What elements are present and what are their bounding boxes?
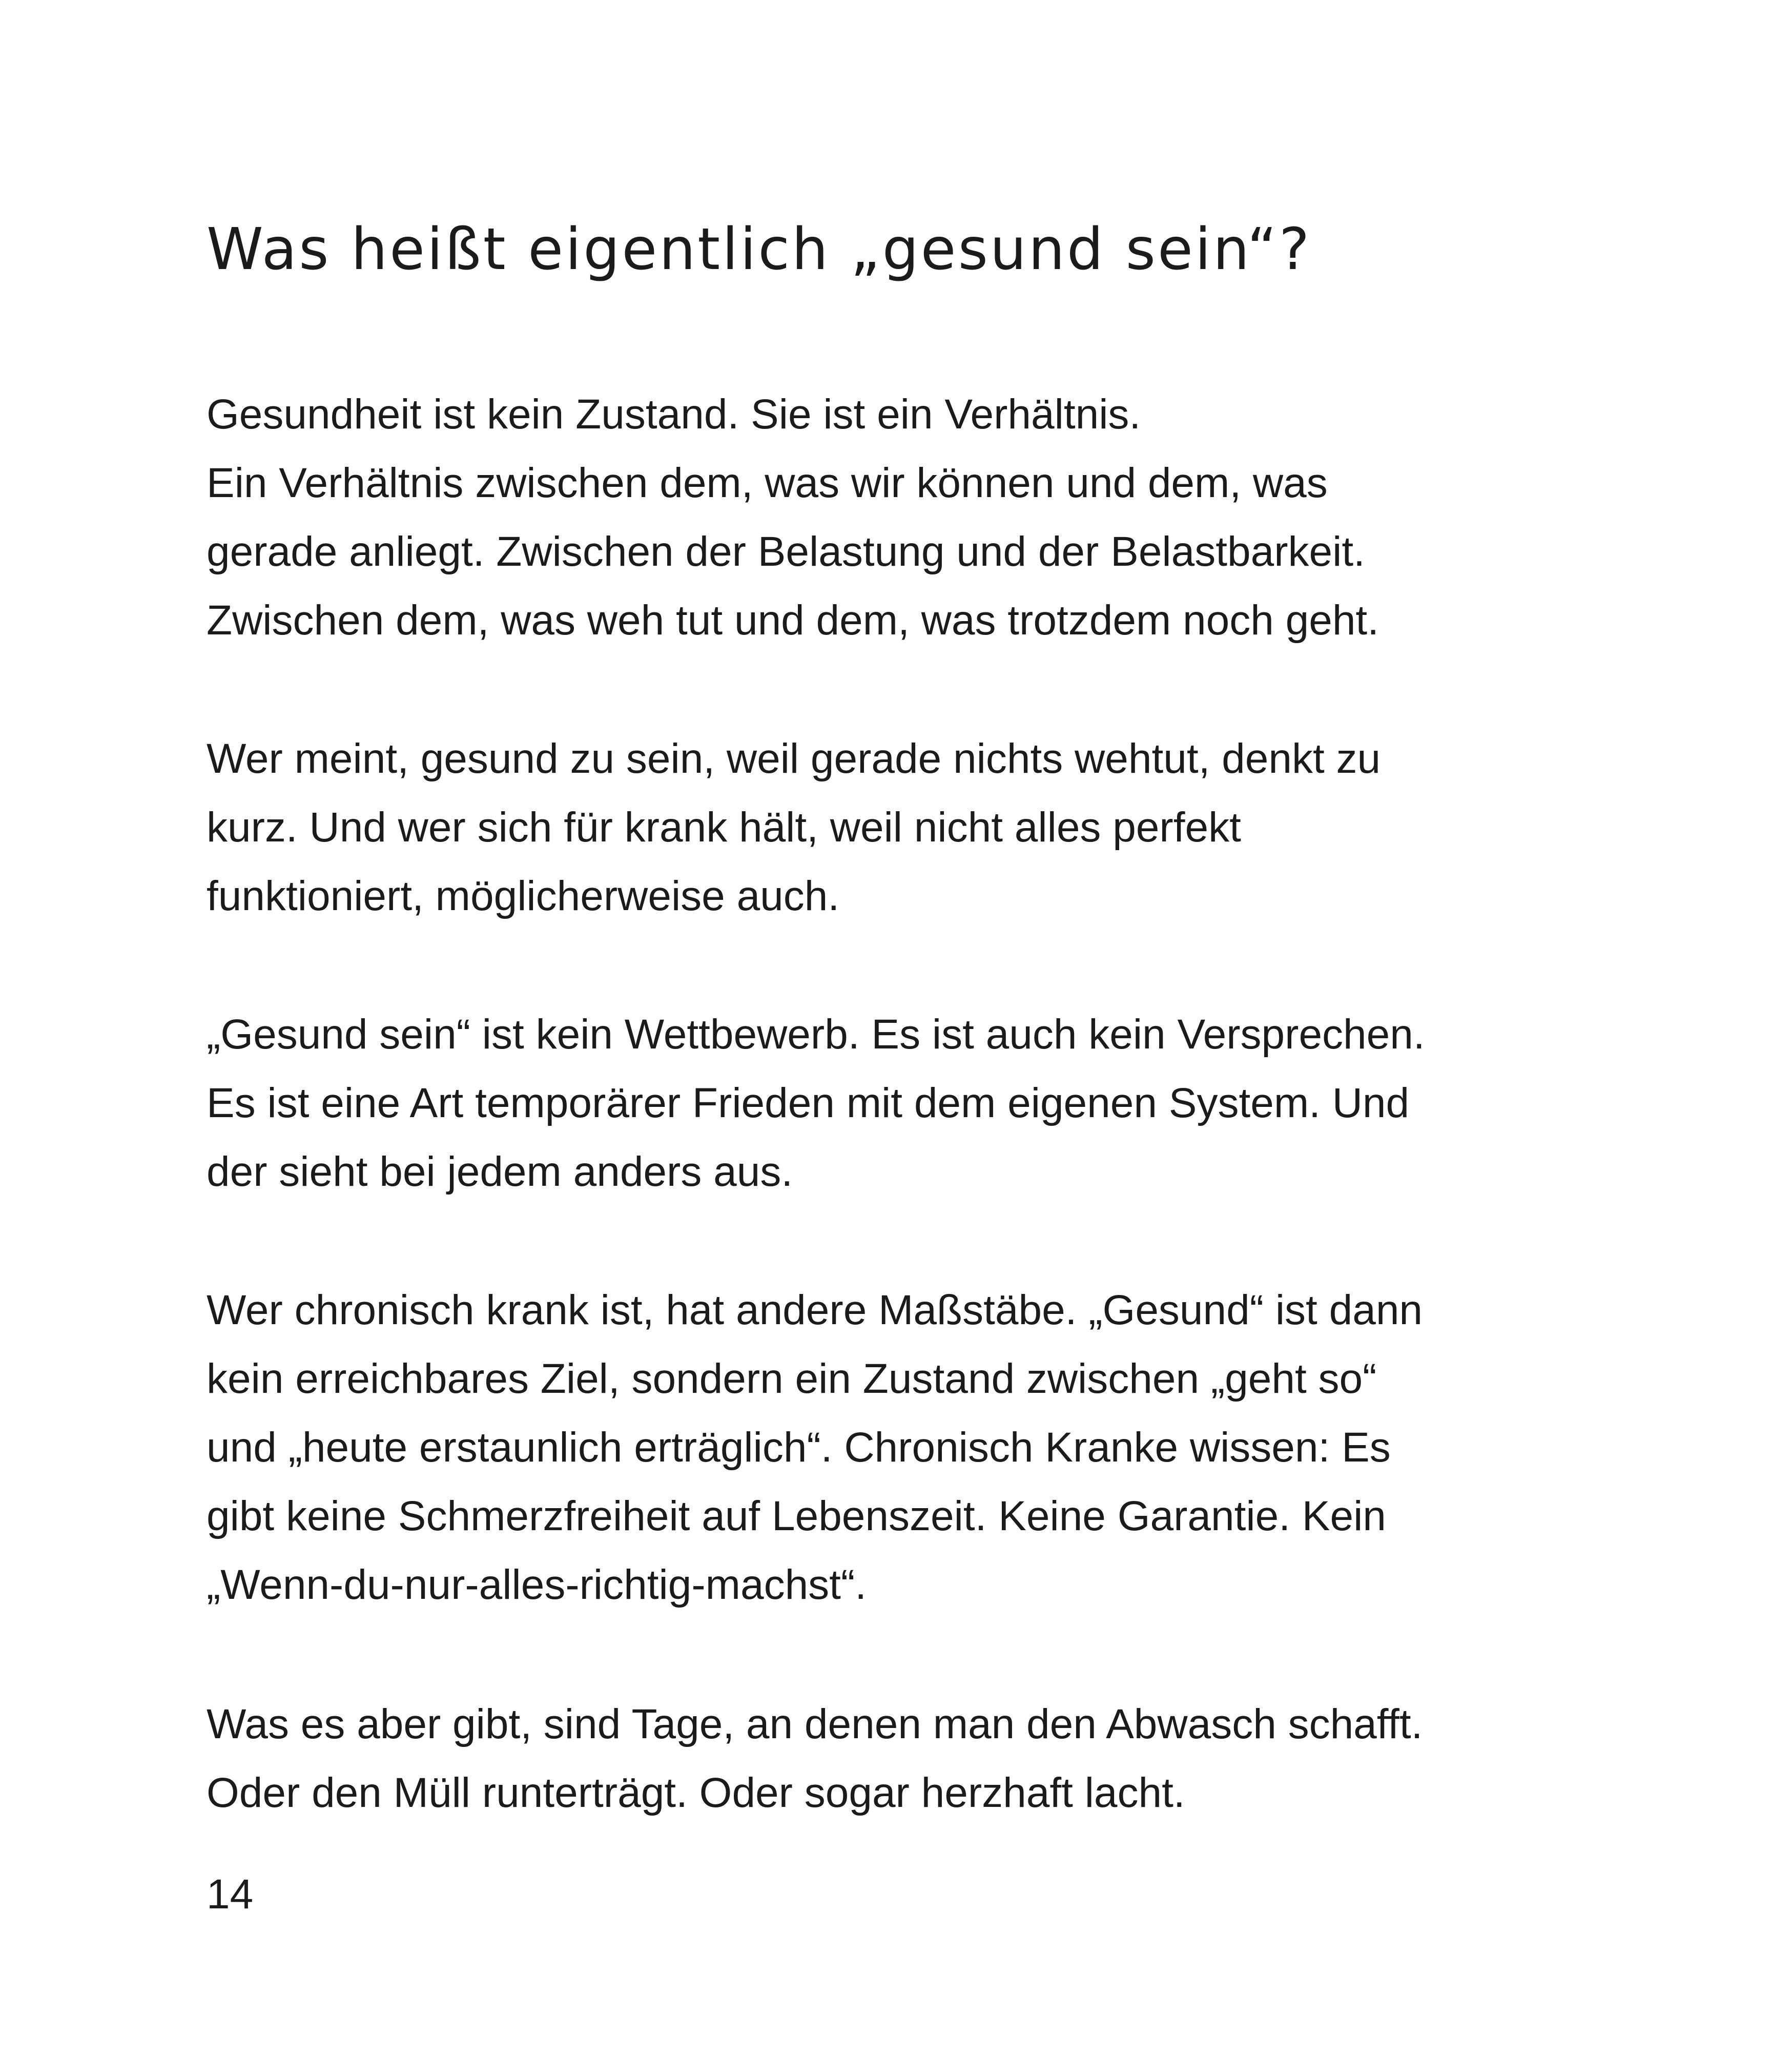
text-line: Was es aber gibt, sind Tage, an denen man den Abwasch schafft.: [207, 1701, 1423, 1747]
page-title: Was heißt eigentlich „gesund sein“?: [207, 216, 1312, 283]
text-line: gerade anliegt. Zwischen der Belastung und der Belastbarkeit.: [207, 528, 1365, 575]
text-line: Es ist eine Art temporärer Frieden mit dem eigenen System. Und: [207, 1080, 1410, 1126]
text-line: kurz. Und wer sich für krank hält, weil nicht alles perfekt: [207, 804, 1241, 851]
paragraph-3: [207, 1000, 1539, 1206]
text-line: der sieht bei jedem anders aus.: [207, 1148, 793, 1195]
page-number: 14: [207, 1871, 254, 1918]
text-line: und „heute erstaunlich erträglich“. Chronisch Kranke wissen: Es: [207, 1424, 1391, 1471]
text-line: Wer meint, gesund zu sein, weil gerade nichts wehtut, denkt zu: [207, 735, 1381, 782]
text-line: Oder den Müll runterträgt. Oder sogar herzhaft lacht.: [207, 1769, 1185, 1816]
paragraph-1: [207, 380, 1539, 655]
text-line: kein erreichbares Ziel, sondern ein Zustand zwischen „geht so“: [207, 1355, 1377, 1402]
text-line: „Gesund sein“ ist kein Wettbewerb. Es ist auch kein Versprechen.: [207, 1011, 1425, 1058]
text-line: Zwischen dem, was weh tut und dem, was trotzdem noch geht.: [207, 597, 1379, 644]
text-line: Gesundheit ist kein Zustand. Sie ist ein Verhältnis.: [207, 391, 1141, 438]
text-line: funktioniert, möglicherweise auch.: [207, 873, 840, 919]
text-line: Wer chronisch krank ist, hat andere Maßstäbe. „Gesund“ ist dann: [207, 1287, 1423, 1333]
text-line: Ein Verhältnis zwischen dem, was wir können und dem, was: [207, 460, 1328, 506]
paragraph-5: [207, 1690, 1539, 1827]
text-line: „Wenn-du-nur-alles-richtig-machst“.: [207, 1561, 867, 1608]
paragraph-2: [207, 725, 1539, 931]
paragraph-4: [207, 1276, 1539, 1619]
text-line: gibt keine Schmerzfreiheit auf Lebenszeit. Keine Garantie. Kein: [207, 1493, 1386, 1539]
